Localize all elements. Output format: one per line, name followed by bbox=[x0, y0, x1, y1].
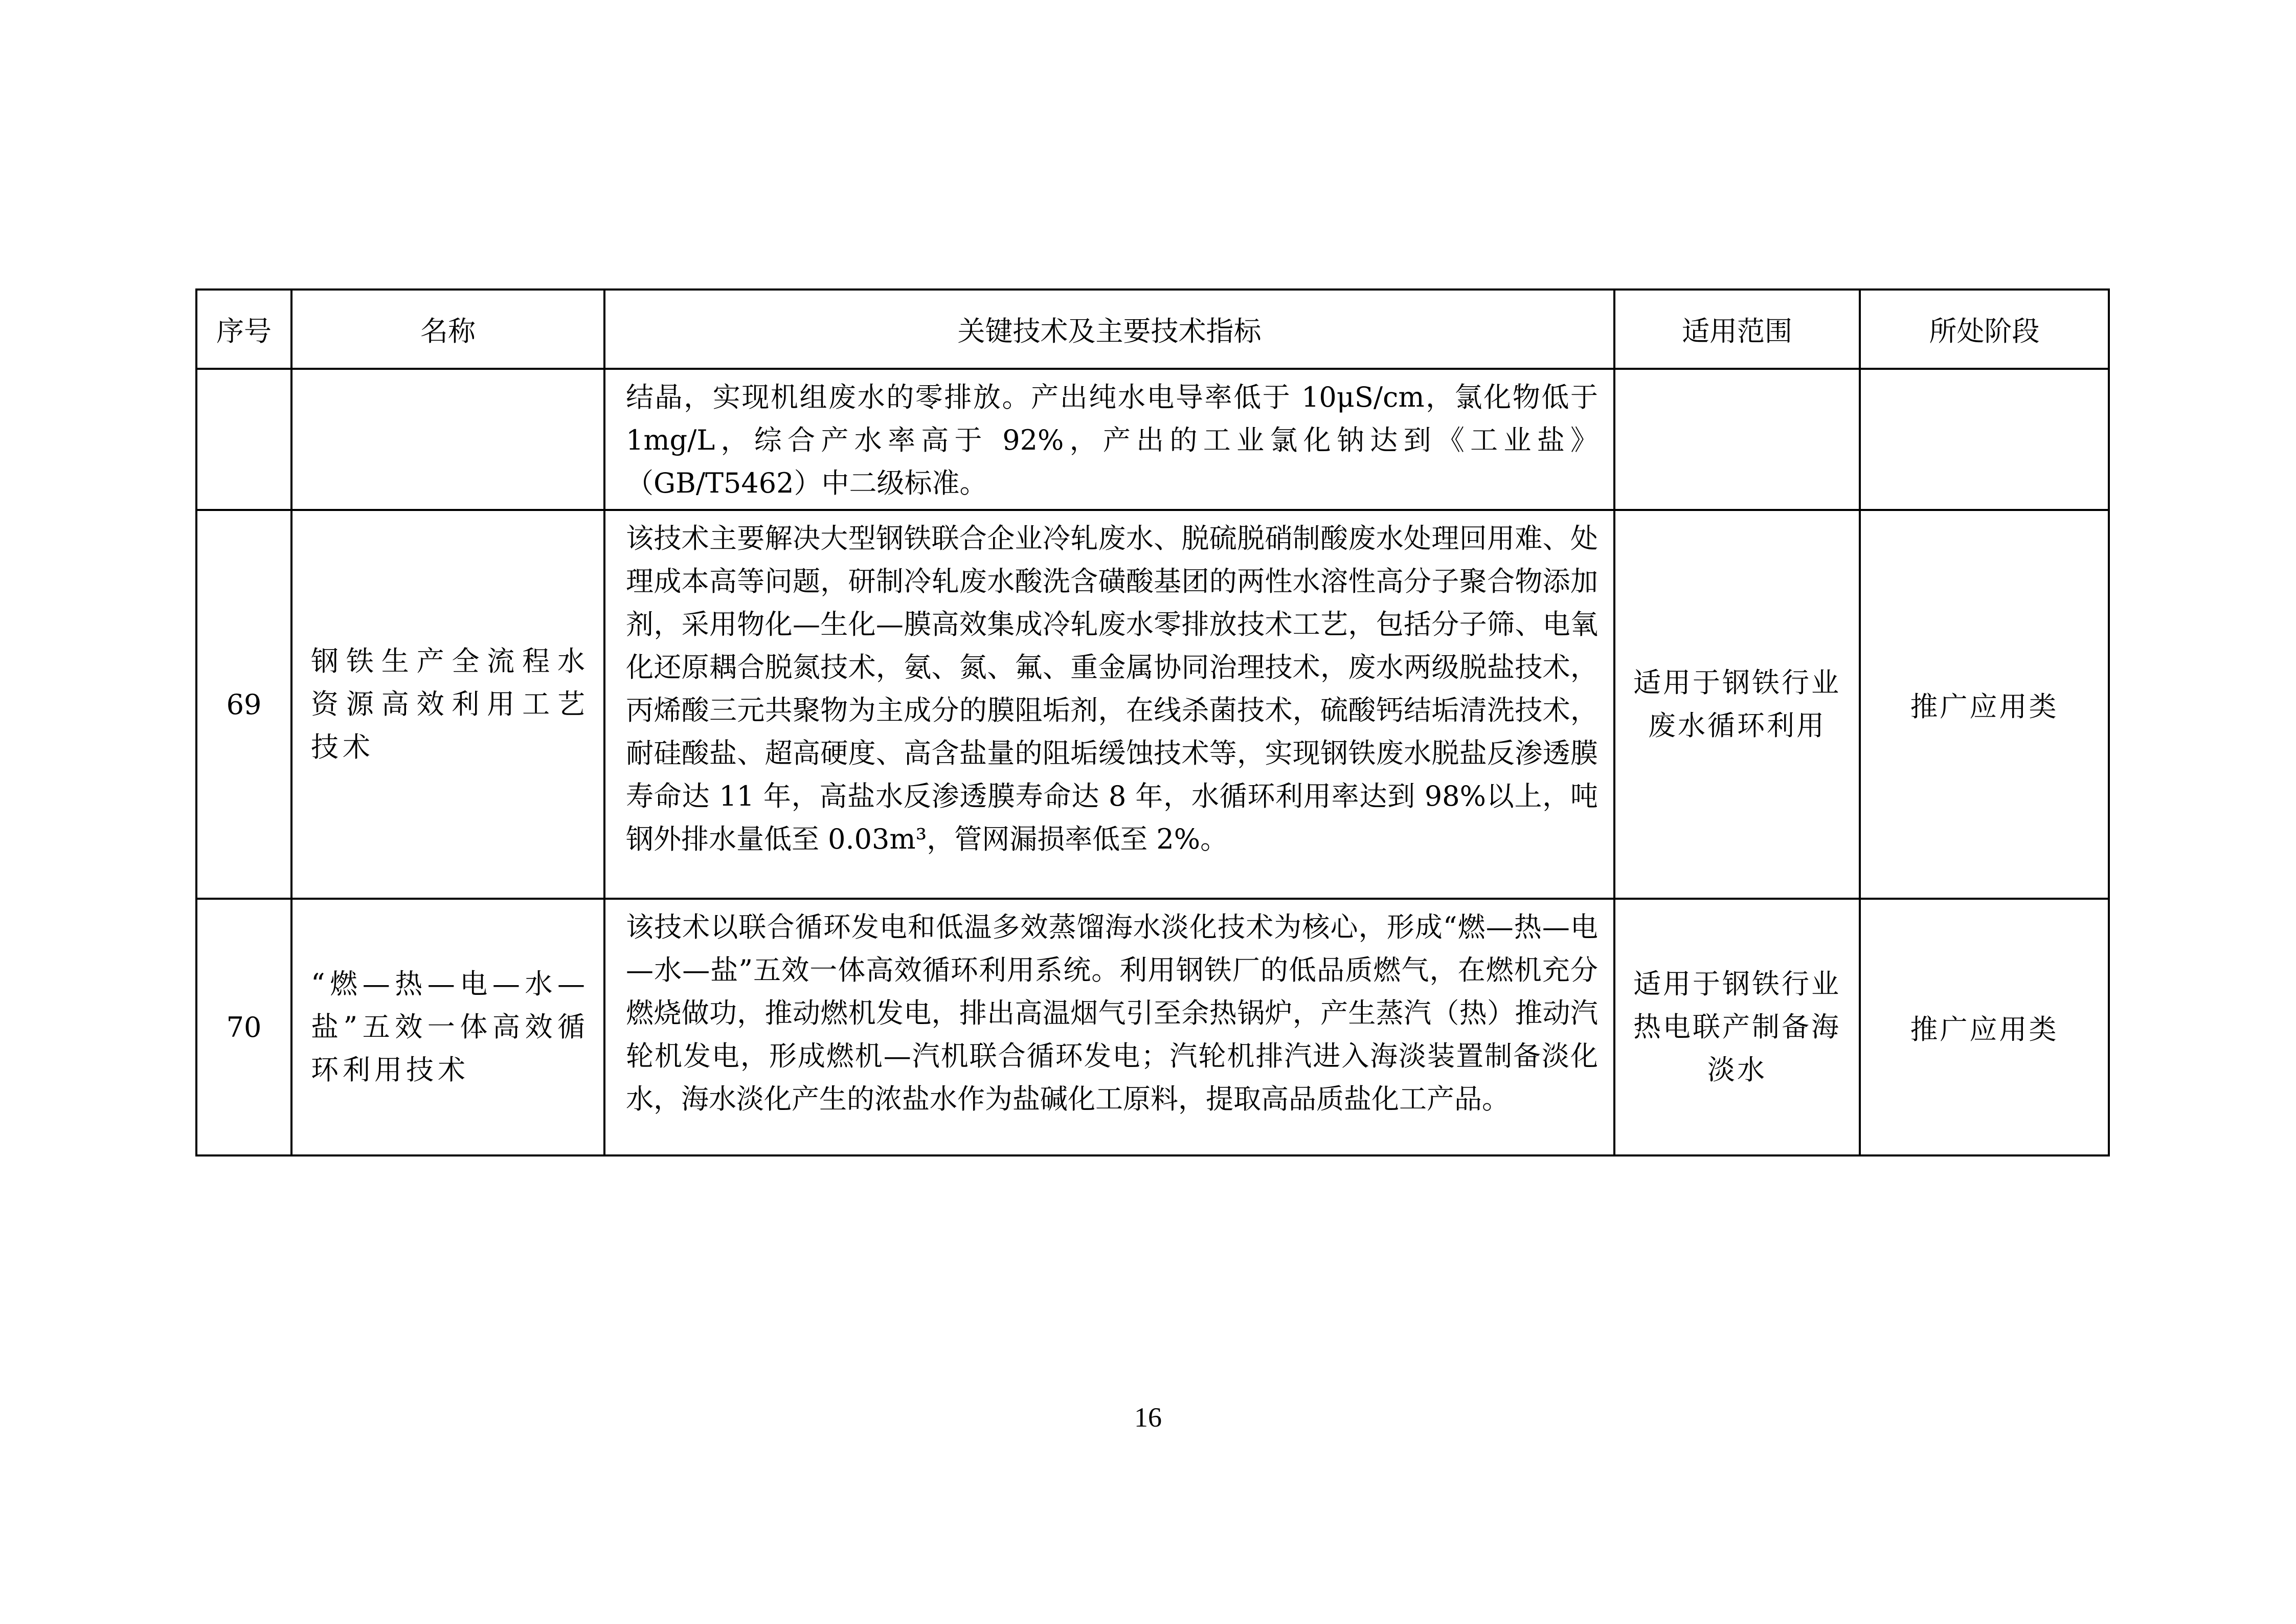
table-row bbox=[196, 899, 2109, 1155]
row-key-tech: 结晶，实现机组废水的零排放。产出纯水电导率低于 10μS/cm，氯化物低于 1mg/L，综合产水率高于 92%，产出的工业氯化钠达到《工业盐》（GB/T5462）中二级标准。 bbox=[604, 369, 1614, 510]
row-number bbox=[196, 369, 291, 510]
row-name bbox=[291, 369, 604, 510]
header-scope: 适用范围 bbox=[1614, 290, 1860, 369]
table-row bbox=[196, 369, 2109, 510]
row-stage: 推广应用类 bbox=[1860, 510, 2109, 899]
page-number: 16 bbox=[1134, 1402, 1162, 1433]
table-header-row bbox=[196, 290, 2109, 369]
row-number: 70 bbox=[196, 899, 291, 1155]
row-scope bbox=[1614, 369, 1860, 510]
table-row bbox=[196, 510, 2109, 899]
row-key-tech: 该技术主要解决大型钢铁联合企业冷轧废水、脱硫脱硝制酸废水处理回用难、处理成本高等问题，研制冷轧废水酸洗含磺酸基团的两性水溶性高分子聚合物添加剂，采用物化—生化—膜高效集成冷轧废水零排放技术工艺，包括分子筛、电氧化还原耦合脱氮技术，氨、氮、氟、重金属协同治理技术，废水两级脱盐技术，丙烯酸三元共聚物为主成分的膜阻垢剂，在线杀菌技术，硫酸钙结垢清洗技术，耐硅酸盐、超高硬度、高含盐量的阻垢缓蚀技术等，实现钢铁废水脱盐反渗透膜寿命达 11 年，高盐水反渗透膜寿命达 8 年，水循环利用率达到 98%以上，吨钢外排水量低至 0.03m³，管网漏损率低至 2%。 bbox=[604, 510, 1614, 899]
header-key-tech: 关键技术及主要技术指标 bbox=[604, 290, 1614, 369]
row-number: 69 bbox=[196, 510, 291, 899]
header-no: 序号 bbox=[196, 290, 291, 369]
technology-table bbox=[195, 288, 2110, 1156]
row-stage bbox=[1860, 369, 2109, 510]
row-name: “燃—热—电—水—盐”五效一体高效循环利用技术 bbox=[291, 899, 604, 1155]
row-stage: 推广应用类 bbox=[1860, 899, 2109, 1155]
row-scope: 适用于钢铁行业废水循环利用 bbox=[1614, 510, 1860, 899]
row-name: 钢铁生产全流程水资源高效利用工艺技术 bbox=[291, 510, 604, 899]
header-name: 名称 bbox=[291, 290, 604, 369]
header-stage: 所处阶段 bbox=[1860, 290, 2109, 369]
row-key-tech: 该技术以联合循环发电和低温多效蒸馏海水淡化技术为核心，形成“燃—热—电—水—盐”五效一体高效循环利用系统。利用钢铁厂的低品质燃气，在燃机充分燃烧做功，推动燃机发电，排出高温烟气引至余热锅炉，产生蒸汽（热）推动汽轮机发电，形成燃机—汽机联合循环发电；汽轮机排汽进入海淡装置制备淡化水，海水淡化产生的浓盐水作为盐碱化工原料，提取高品质盐化工产品。 bbox=[604, 899, 1614, 1155]
row-scope: 适用于钢铁行业热电联产制备海淡水 bbox=[1614, 899, 1860, 1155]
